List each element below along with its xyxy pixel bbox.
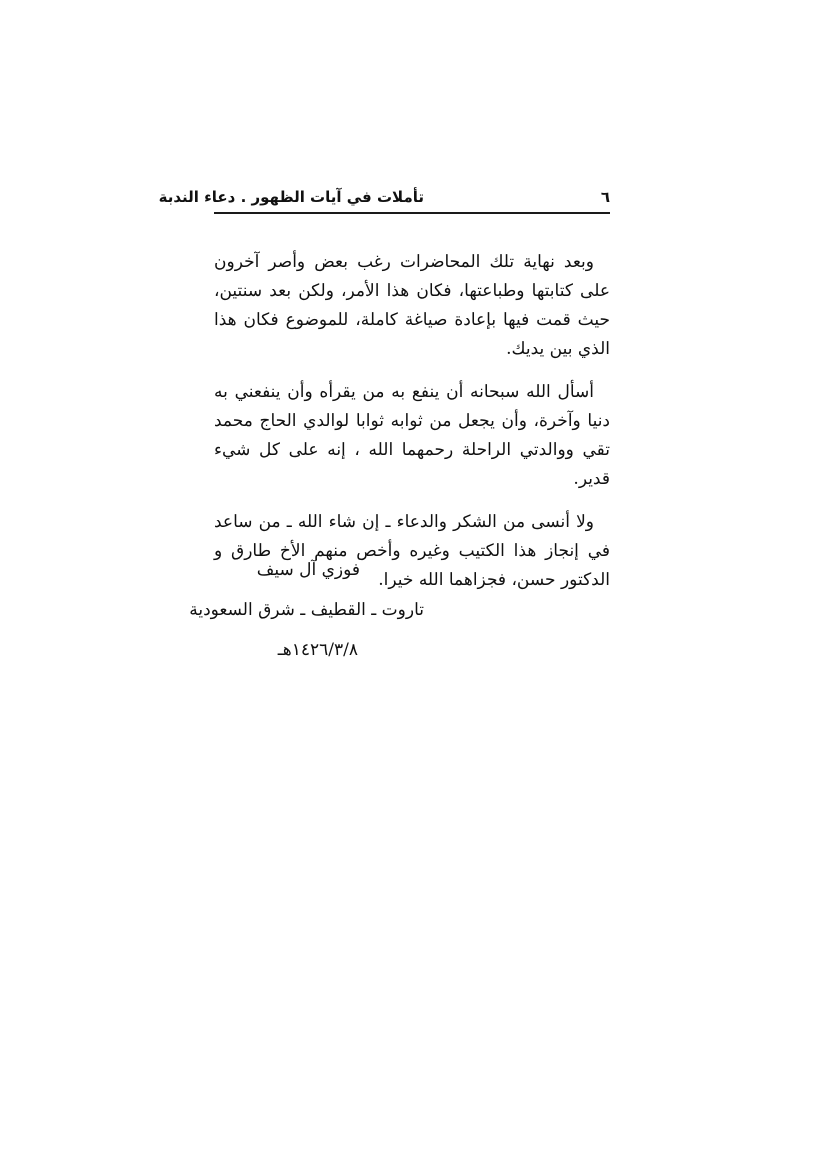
author-name: فوزي آل سيف bbox=[256, 560, 360, 580]
paragraph: أسأل الله سبحانه أن ينفع به من يقرأه وأن ينفعني به دنيا وآخرة، وأن يجعل من ثوابه ثوابا لوالدي الحاج محمد تقي ووالدتي الراحلة رحمهما الله ، إنه على كل شيء قدير. bbox=[214, 382, 610, 489]
paragraph: وبعد نهاية تلك المحاضرات رغب بعض وأصر آخرون على كتابتها وطباعتها، فكان هذا الأمر، ولكن بعد سنتين، حيث قمت فيها بإعادة صياغة كاملة، للموضوع فكان هذا الذي بين يديك. bbox=[214, 252, 610, 359]
header-rule bbox=[214, 212, 610, 214]
page-number: ٦ bbox=[600, 188, 610, 206]
body-text bbox=[214, 248, 610, 609]
signature-block bbox=[189, 556, 610, 676]
author-location: تاروت ـ القطيف ـ شرق السعودية bbox=[189, 600, 424, 620]
running-header bbox=[158, 186, 610, 210]
signature-date: ١٤٢٦/٣/٨هـ bbox=[277, 640, 358, 660]
running-title: تأملات في آيات الظهور . دعاء الندبة bbox=[158, 188, 424, 206]
paragraph: ولا أنسى من الشكر والدعاء ـ إن شاء الله ـ من ساعد في إنجاز هذا الكتيب وغيره وأخص منهم الأخ طارق و الدكتور حسن، فجزاهما الله خيرا. bbox=[214, 512, 610, 590]
